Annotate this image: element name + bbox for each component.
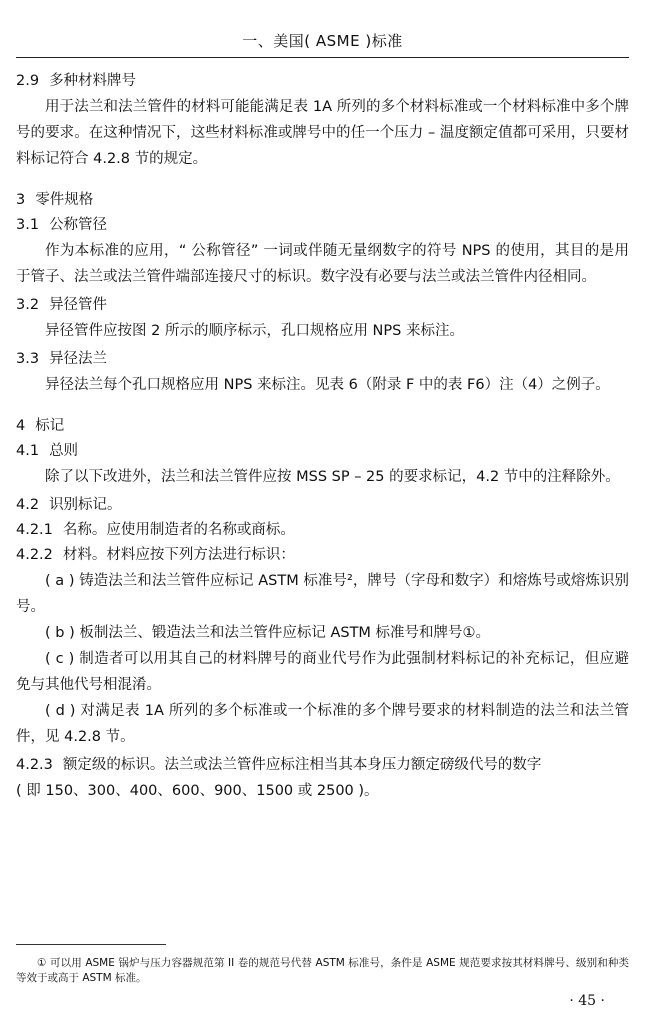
section-heading — [16, 441, 629, 461]
footnote-rule — [16, 944, 166, 945]
section-title: 异径管件 — [49, 297, 108, 313]
section-heading — [16, 755, 629, 775]
section-number: 4 — [16, 418, 26, 434]
section-number: 3.2 — [16, 297, 40, 313]
body-paragraph: ( a ) 铸造法兰和法兰管件应标记 ASTM 标准号²，牌号（字母和数字）和熔炼号或熔炼识别号。 — [16, 573, 629, 615]
body-paragraph: ( b ) 板制法兰、锻造法兰和法兰管件应标记 ASTM 标准号和牌号①。 — [45, 625, 491, 641]
header-rule — [16, 57, 629, 58]
body-paragraph: 异径法兰每个孔口规格应用 NPS 来标注。见表 6（附录 F 中的表 F6）注（4）之例子。 — [45, 377, 610, 393]
page-number: · 45 · — [569, 993, 605, 1009]
body-paragraph: 作为本标准的应用，“ 公称管径” 一词或伴随无量纲数字的符号 NPS 的使用，其目的是用于管子、法兰或法兰管件端部连接尺寸的标识。数字没有必要与法兰或法兰管件内径相同。 — [16, 243, 629, 285]
section-number: 3 — [16, 192, 26, 208]
section-title: 多种材料牌号 — [49, 73, 137, 89]
body-paragraph: ( 即 150、300、400、600、900、1500 或 2500 )。 — [16, 783, 379, 799]
section-title: 异径法兰 — [49, 351, 108, 367]
section-title: 额定级的标识。法兰或法兰管件应标注相当其本身压力额定磅级代号的数字 — [62, 757, 542, 773]
running-head: 一、美国( ASME )标准 — [242, 32, 403, 50]
body-paragraph: ( c ) 制造者可以用其自己的材料牌号的商业代号作为此强制材料标记的补充标记，但应避免与其他代号相混淆。 — [16, 651, 629, 693]
section-heading — [16, 349, 629, 369]
section-title: 公称管径 — [49, 217, 108, 233]
footnote: ① 可以用 ASME 锅炉与压力容器规范第 II 卷的规范号代替 ASTM 标准号，条件是 ASME 规范要求按其材料牌号、级别和种类等效于或高于 ASTM 标准。 — [16, 957, 629, 984]
page-body — [16, 66, 629, 804]
section-title: 名称。应使用制造者的名称或商标。 — [62, 522, 295, 538]
section-number: 2.9 — [16, 73, 40, 89]
section-heading — [16, 190, 629, 210]
section-title: 标记 — [35, 418, 65, 434]
section-number: 3.3 — [16, 351, 40, 367]
section-title: 总则 — [49, 443, 79, 459]
section-heading — [16, 215, 629, 235]
section-number: 4.2.1 — [16, 522, 53, 538]
section-heading — [16, 71, 629, 91]
body-paragraph: 异径管件应按图 2 所示的顺序标示，孔口规格应用 NPS 来标注。 — [45, 323, 464, 339]
body-paragraph: 用于法兰和法兰管件的材料可能能满足表 1A 所列的多个材料标准或一个材料标准中多个牌号的要求。在这种情况下，这些材料标准或牌号中的任一个压力 – 温度额定值都可采用，只要材料标记符合 4.2.8 节的规定。 — [16, 99, 629, 167]
section-title: 材料。材料应按下列方法进行标识： — [62, 547, 295, 563]
section-heading — [16, 520, 629, 540]
section-title: 识别标记。 — [49, 497, 122, 513]
body-paragraph: 除了以下改进外，法兰和法兰管件应按 MSS SP – 25 的要求标记，4.2 节中的注释除外。 — [45, 469, 620, 485]
body-paragraph: ( d ) 对满足表 1A 所列的多个标准或一个标准的多个牌号要求的材料制造的法兰和法兰管件，见 4.2.8 节。 — [16, 703, 629, 745]
section-heading — [16, 416, 629, 436]
section-heading — [16, 295, 629, 315]
section-number: 4.1 — [16, 443, 40, 459]
section-number: 3.1 — [16, 217, 40, 233]
section-title: 零件规格 — [35, 192, 94, 208]
section-heading — [16, 545, 629, 565]
section-number: 4.2.2 — [16, 547, 53, 563]
section-number: 4.2.3 — [16, 757, 53, 773]
section-heading — [16, 495, 629, 515]
section-number: 4.2 — [16, 497, 40, 513]
